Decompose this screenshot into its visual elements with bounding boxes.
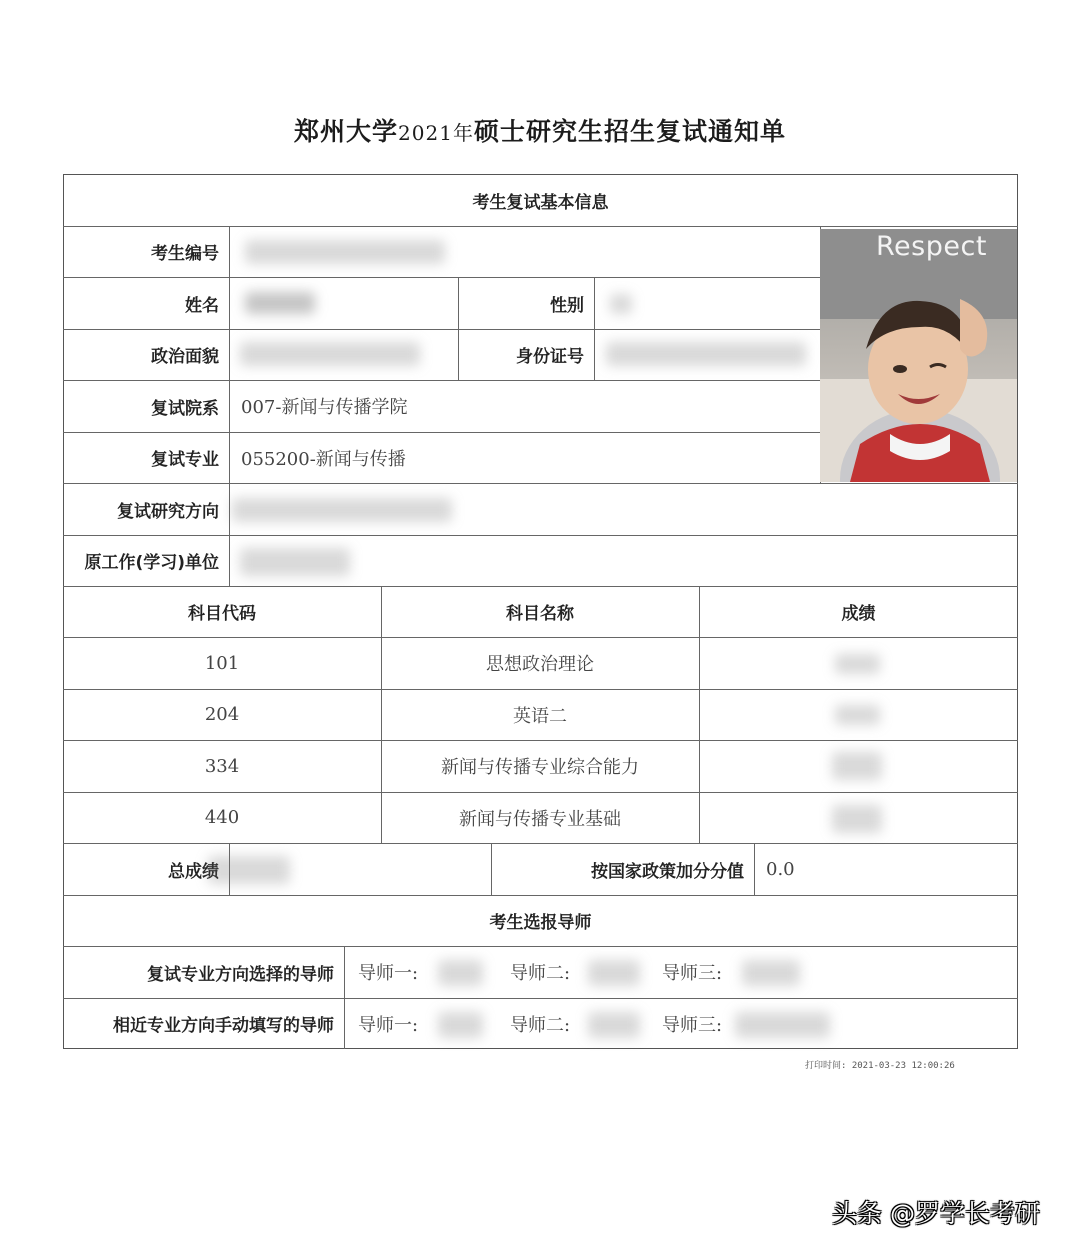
redacted-total: [208, 856, 290, 884]
redacted-direction: [232, 498, 452, 522]
table-row-name: 思想政治理论: [486, 654, 594, 675]
bonus-label: 按国家政策加分分值: [591, 861, 744, 882]
redacted-tutor: [588, 1012, 640, 1038]
redacted-score: [832, 752, 882, 780]
watermark: 头条 @罗学长考研: [832, 1199, 1040, 1228]
table-row-code: 101: [204, 652, 240, 674]
tutor-3-label: 导师三:: [662, 963, 723, 984]
exam-no-label: 考生编号: [151, 244, 219, 264]
section-basic-info: 考生复试基本信息: [472, 193, 609, 213]
redacted-tutor: [438, 960, 483, 986]
tutor-3-label: 导师三:: [662, 1014, 723, 1036]
id-no-label: 身份证号: [516, 347, 584, 367]
major-label: 复试专业: [151, 450, 219, 470]
table-row-name: 新闻与传播专业基础: [459, 808, 621, 830]
redacted-tutor: [742, 960, 800, 986]
tutor-1-label: 导师一:: [358, 1014, 419, 1036]
applicant-photo: [820, 229, 1017, 482]
print-time: 打印时间: 2021-03-23 12:00:26: [805, 1061, 955, 1071]
tutor-2-label: 导师二:: [510, 1014, 571, 1036]
table-row-code: 204: [204, 704, 240, 725]
table-row-code: 440: [204, 807, 240, 828]
direction-label: 复试研究方向: [117, 501, 219, 522]
redacted-score: [835, 705, 880, 725]
table-row-code: 334: [204, 755, 240, 777]
table-row-name: 新闻与传播专业综合能力: [441, 757, 639, 778]
redacted-name: [245, 292, 315, 314]
dept-label: 复试院系: [151, 398, 219, 419]
photo-caption: Respect: [876, 231, 987, 262]
gender-label: 性别: [550, 295, 584, 316]
score-header-name: 科目名称: [506, 604, 574, 624]
politics-label: 政治面貌: [151, 347, 219, 367]
name-label: 姓名: [185, 295, 219, 316]
bonus-value: 0.0: [766, 858, 795, 880]
redacted-tutor: [438, 1012, 483, 1038]
redacted-exam-no: [245, 240, 445, 264]
redacted-work-unit: [240, 548, 350, 576]
document-title: 郑州大学2021年硕士研究生招生复试通知单: [294, 117, 786, 146]
child-salute-icon: [820, 229, 1017, 482]
redacted-score: [835, 654, 880, 674]
redacted-gender: [610, 294, 632, 314]
tutor-2-label: 导师二:: [510, 963, 571, 984]
work-unit-label: 原工作(学习)单位: [84, 553, 219, 573]
dept-value: 007-新闻与传播学院: [241, 397, 408, 418]
redacted-politics: [240, 342, 420, 366]
table-row-name: 英语二: [513, 705, 567, 727]
redacted-id-no: [606, 342, 806, 366]
score-header-score: 成绩: [841, 604, 876, 624]
major-value: 055200-新闻与传播: [241, 448, 406, 470]
tutor-row1-label: 复试专业方向选择的导师: [147, 964, 334, 985]
score-header-code: 科目代码: [188, 604, 256, 624]
tutor-1-label: 导师一:: [358, 963, 419, 984]
total-label: 总成绩: [168, 861, 219, 882]
tutor-row2-label: 相近专业方向手动填写的导师: [113, 1016, 334, 1036]
section-tutor: 考生选报导师: [489, 913, 592, 933]
redacted-score: [832, 805, 882, 833]
redacted-tutor: [735, 1012, 830, 1038]
redacted-tutor: [588, 960, 640, 986]
